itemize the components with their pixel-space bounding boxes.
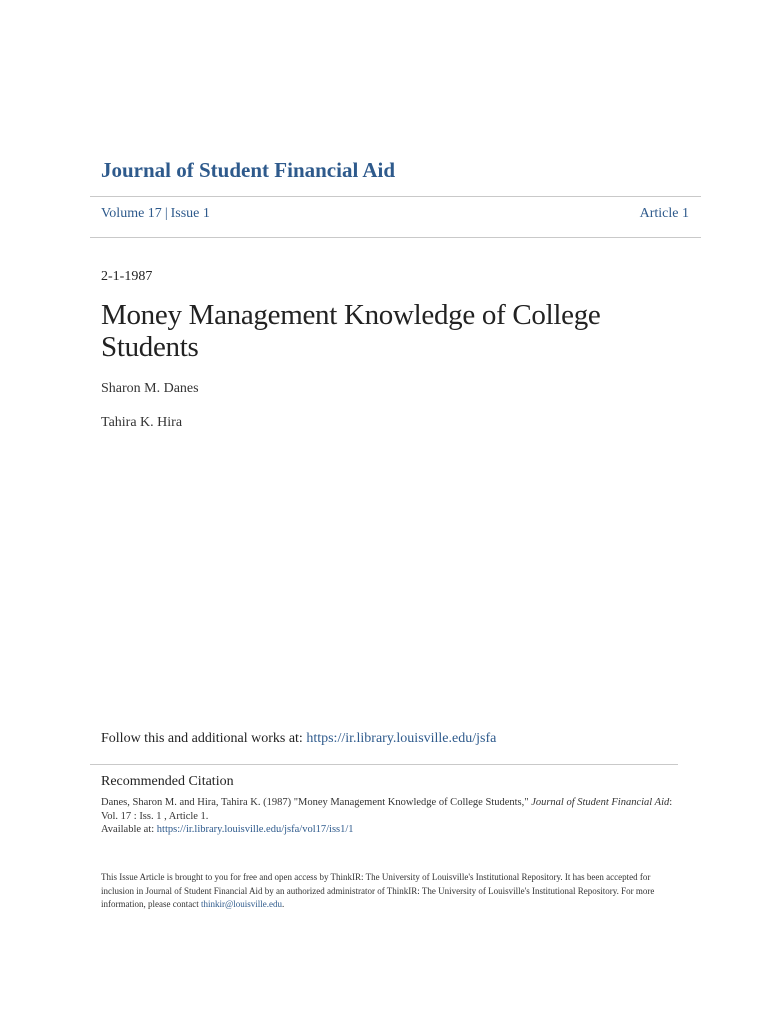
- citation-volume-info: : Vol. 17 : Iss. 1 , Article 1.: [101, 797, 673, 822]
- issue-link[interactable]: Issue 1: [170, 206, 210, 221]
- author-name: Tahira K. Hira: [101, 415, 183, 430]
- header-top-divider: [90, 196, 701, 197]
- follow-label: Follow this and additional works at:: [101, 731, 307, 746]
- citation-text: [101, 796, 681, 837]
- volume-link[interactable]: Volume 17: [101, 206, 162, 221]
- journal-title-link[interactable]: Journal of Student Financial Aid: [101, 158, 396, 182]
- publication-date: 2-1-1987: [101, 269, 153, 284]
- issue-bar: [101, 206, 689, 222]
- citation-authors-title: Danes, Sharon M. and Hira, Tahira K. (1987) "Money Management Knowledge of College Students,": [101, 797, 532, 808]
- disclaimer-end: .: [282, 899, 285, 909]
- article-number-link[interactable]: Article 1: [639, 206, 689, 221]
- open-access-disclaimer: [101, 871, 681, 912]
- available-at-label: Available at:: [101, 824, 157, 835]
- repository-link[interactable]: https://ir.library.louisville.edu/jsfa: [306, 731, 497, 746]
- contact-email-link[interactable]: thinkir@louisville.edu: [200, 899, 282, 909]
- header-bottom-divider: [90, 237, 701, 238]
- citation-divider: [90, 764, 678, 765]
- author-name: Sharon M. Danes: [101, 381, 199, 396]
- volume-issue-group: [101, 206, 210, 222]
- recommended-citation-heading: Recommended Citation: [101, 774, 234, 789]
- article-title: Money Management Knowledge of College Students: [101, 299, 601, 363]
- citation-journal: Journal of Student Financial Aid: [531, 797, 670, 808]
- volume-issue-separator: |: [164, 206, 168, 221]
- disclaimer-text: This Issue Article is brought to you for free and open access by ThinkIR: The University of Louisville's Institutional Repository. It has been accepted for inclusion in Journal of Student Financial Aid by an authorized administrator of ThinkIR: The University of Louisville's Institutional Repository. For more information, please contact: [101, 872, 655, 909]
- article-permalink[interactable]: https://ir.library.louisville.edu/jsfa/vol17/iss1/1: [156, 824, 354, 835]
- follow-works-line: [101, 731, 496, 747]
